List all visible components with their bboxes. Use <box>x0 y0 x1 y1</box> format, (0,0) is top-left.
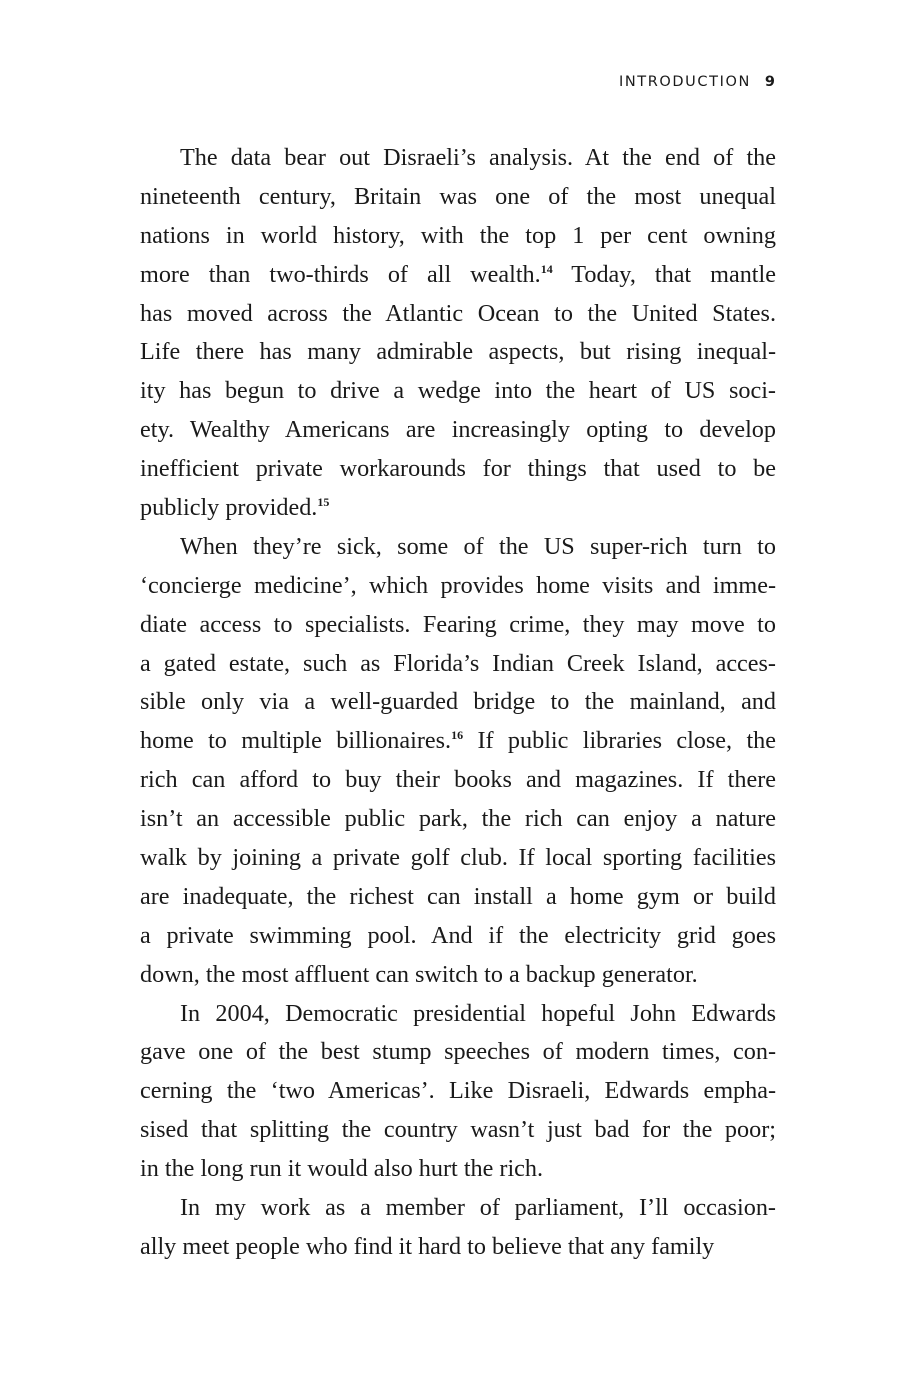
line-text: nineteenth century, Britain was one of the most unequal <box>140 182 776 210</box>
text-line <box>140 1111 776 1150</box>
text-line <box>140 567 776 606</box>
text-line <box>140 411 776 450</box>
line-text: isn’t an accessible public park, the rich can enjoy a nature <box>140 805 776 833</box>
text-line <box>140 139 776 178</box>
line-text: diate access to specialists. Fearing crime, they may move to <box>140 610 776 638</box>
text-line <box>140 1033 776 1072</box>
line-text: sible only via a well-guarded bridge to the mainland, and <box>140 688 776 716</box>
paragraph <box>140 995 776 1189</box>
text-line <box>140 683 776 722</box>
line-text: The data bear out Disraeli’s analysis. At the end of the <box>180 144 776 171</box>
line-text: home to multiple billionaires. <box>140 727 452 755</box>
paragraph <box>140 528 776 995</box>
text-line <box>140 800 776 839</box>
text-line <box>140 956 776 995</box>
line-text: nations in world history, with the top 1 per cent owning <box>140 221 776 249</box>
line-text: publicly provided. <box>140 494 318 522</box>
line-text: ally meet people who find it hard to believe that any family <box>140 1232 715 1260</box>
text-line <box>140 178 776 217</box>
text-line <box>140 1189 776 1228</box>
line-text: In 2004, Democratic presidential hopeful John Edwards <box>180 999 776 1027</box>
line-text: down, the most affluent can switch to a backup generator. <box>140 960 698 988</box>
text-line <box>140 295 776 334</box>
footnote-marker[interactable]: 16 <box>451 728 464 743</box>
text-line <box>140 489 776 528</box>
line-text: has moved across the Atlantic Ocean to the United States. <box>140 299 776 327</box>
text-line <box>140 722 776 761</box>
text-line <box>140 645 776 684</box>
line-text-continued: Today, that mantle <box>552 260 776 288</box>
text-line <box>140 878 776 917</box>
running-head <box>619 74 775 90</box>
text-line <box>140 1228 776 1267</box>
line-text: ity has begun to drive a wedge into the heart of US soci- <box>140 377 776 405</box>
text-line <box>140 1072 776 1111</box>
line-text: gave one of the best stump speeches of modern times, con- <box>140 1038 776 1066</box>
line-text: a gated estate, such as Florida’s Indian Creek Island, acces- <box>140 649 776 677</box>
text-line <box>140 995 776 1034</box>
section-title: INTRODUCTION <box>618 74 751 90</box>
text-line <box>140 839 776 878</box>
text-line <box>140 606 776 645</box>
line-text: are inadequate, the richest can install a home gym or build <box>140 882 776 910</box>
text-line <box>140 333 776 372</box>
line-text: When they’re sick, some of the US super-rich turn to <box>180 532 776 560</box>
footnote-marker[interactable]: 14 <box>540 261 553 276</box>
line-text: sised that splitting the country wasn’t just bad for the poor; <box>140 1116 776 1144</box>
text-line <box>140 217 776 256</box>
line-text: a private swimming pool. And if the electricity grid goes <box>140 921 776 949</box>
line-text: rich can afford to buy their books and magazines. If there <box>140 766 776 794</box>
text-line <box>140 761 776 800</box>
text-line <box>140 450 776 489</box>
body-text <box>140 139 776 1267</box>
line-text: more than two-thirds of all wealth. <box>140 260 541 288</box>
text-line <box>140 917 776 956</box>
footnote-marker[interactable]: 15 <box>317 495 330 510</box>
line-text: cerning the ‘two Americas’. Like Disraeli, Edwards empha- <box>140 1077 776 1105</box>
text-line <box>140 528 776 567</box>
line-text-continued: If public libraries close, the <box>463 727 776 755</box>
text-line <box>140 1150 776 1189</box>
page-number: 9 <box>764 74 775 90</box>
line-text: Life there has many admirable aspects, but rising inequal- <box>140 338 776 366</box>
line-text: In my work as a member of parliament, I’ll occasion- <box>180 1194 776 1222</box>
text-line <box>140 372 776 411</box>
text-line <box>140 256 776 295</box>
line-text: ‘concierge medicine’, which provides home visits and imme- <box>140 571 776 599</box>
paragraph <box>140 139 776 528</box>
line-text: walk by joining a private golf club. If local sporting facilities <box>140 844 776 872</box>
line-text: ety. Wealthy Americans are increasingly opting to develop <box>140 416 776 444</box>
line-text: inefficient private workarounds for things that used to be <box>140 455 776 483</box>
paragraph <box>140 1189 776 1267</box>
line-text: in the long run it would also hurt the rich. <box>140 1155 544 1183</box>
